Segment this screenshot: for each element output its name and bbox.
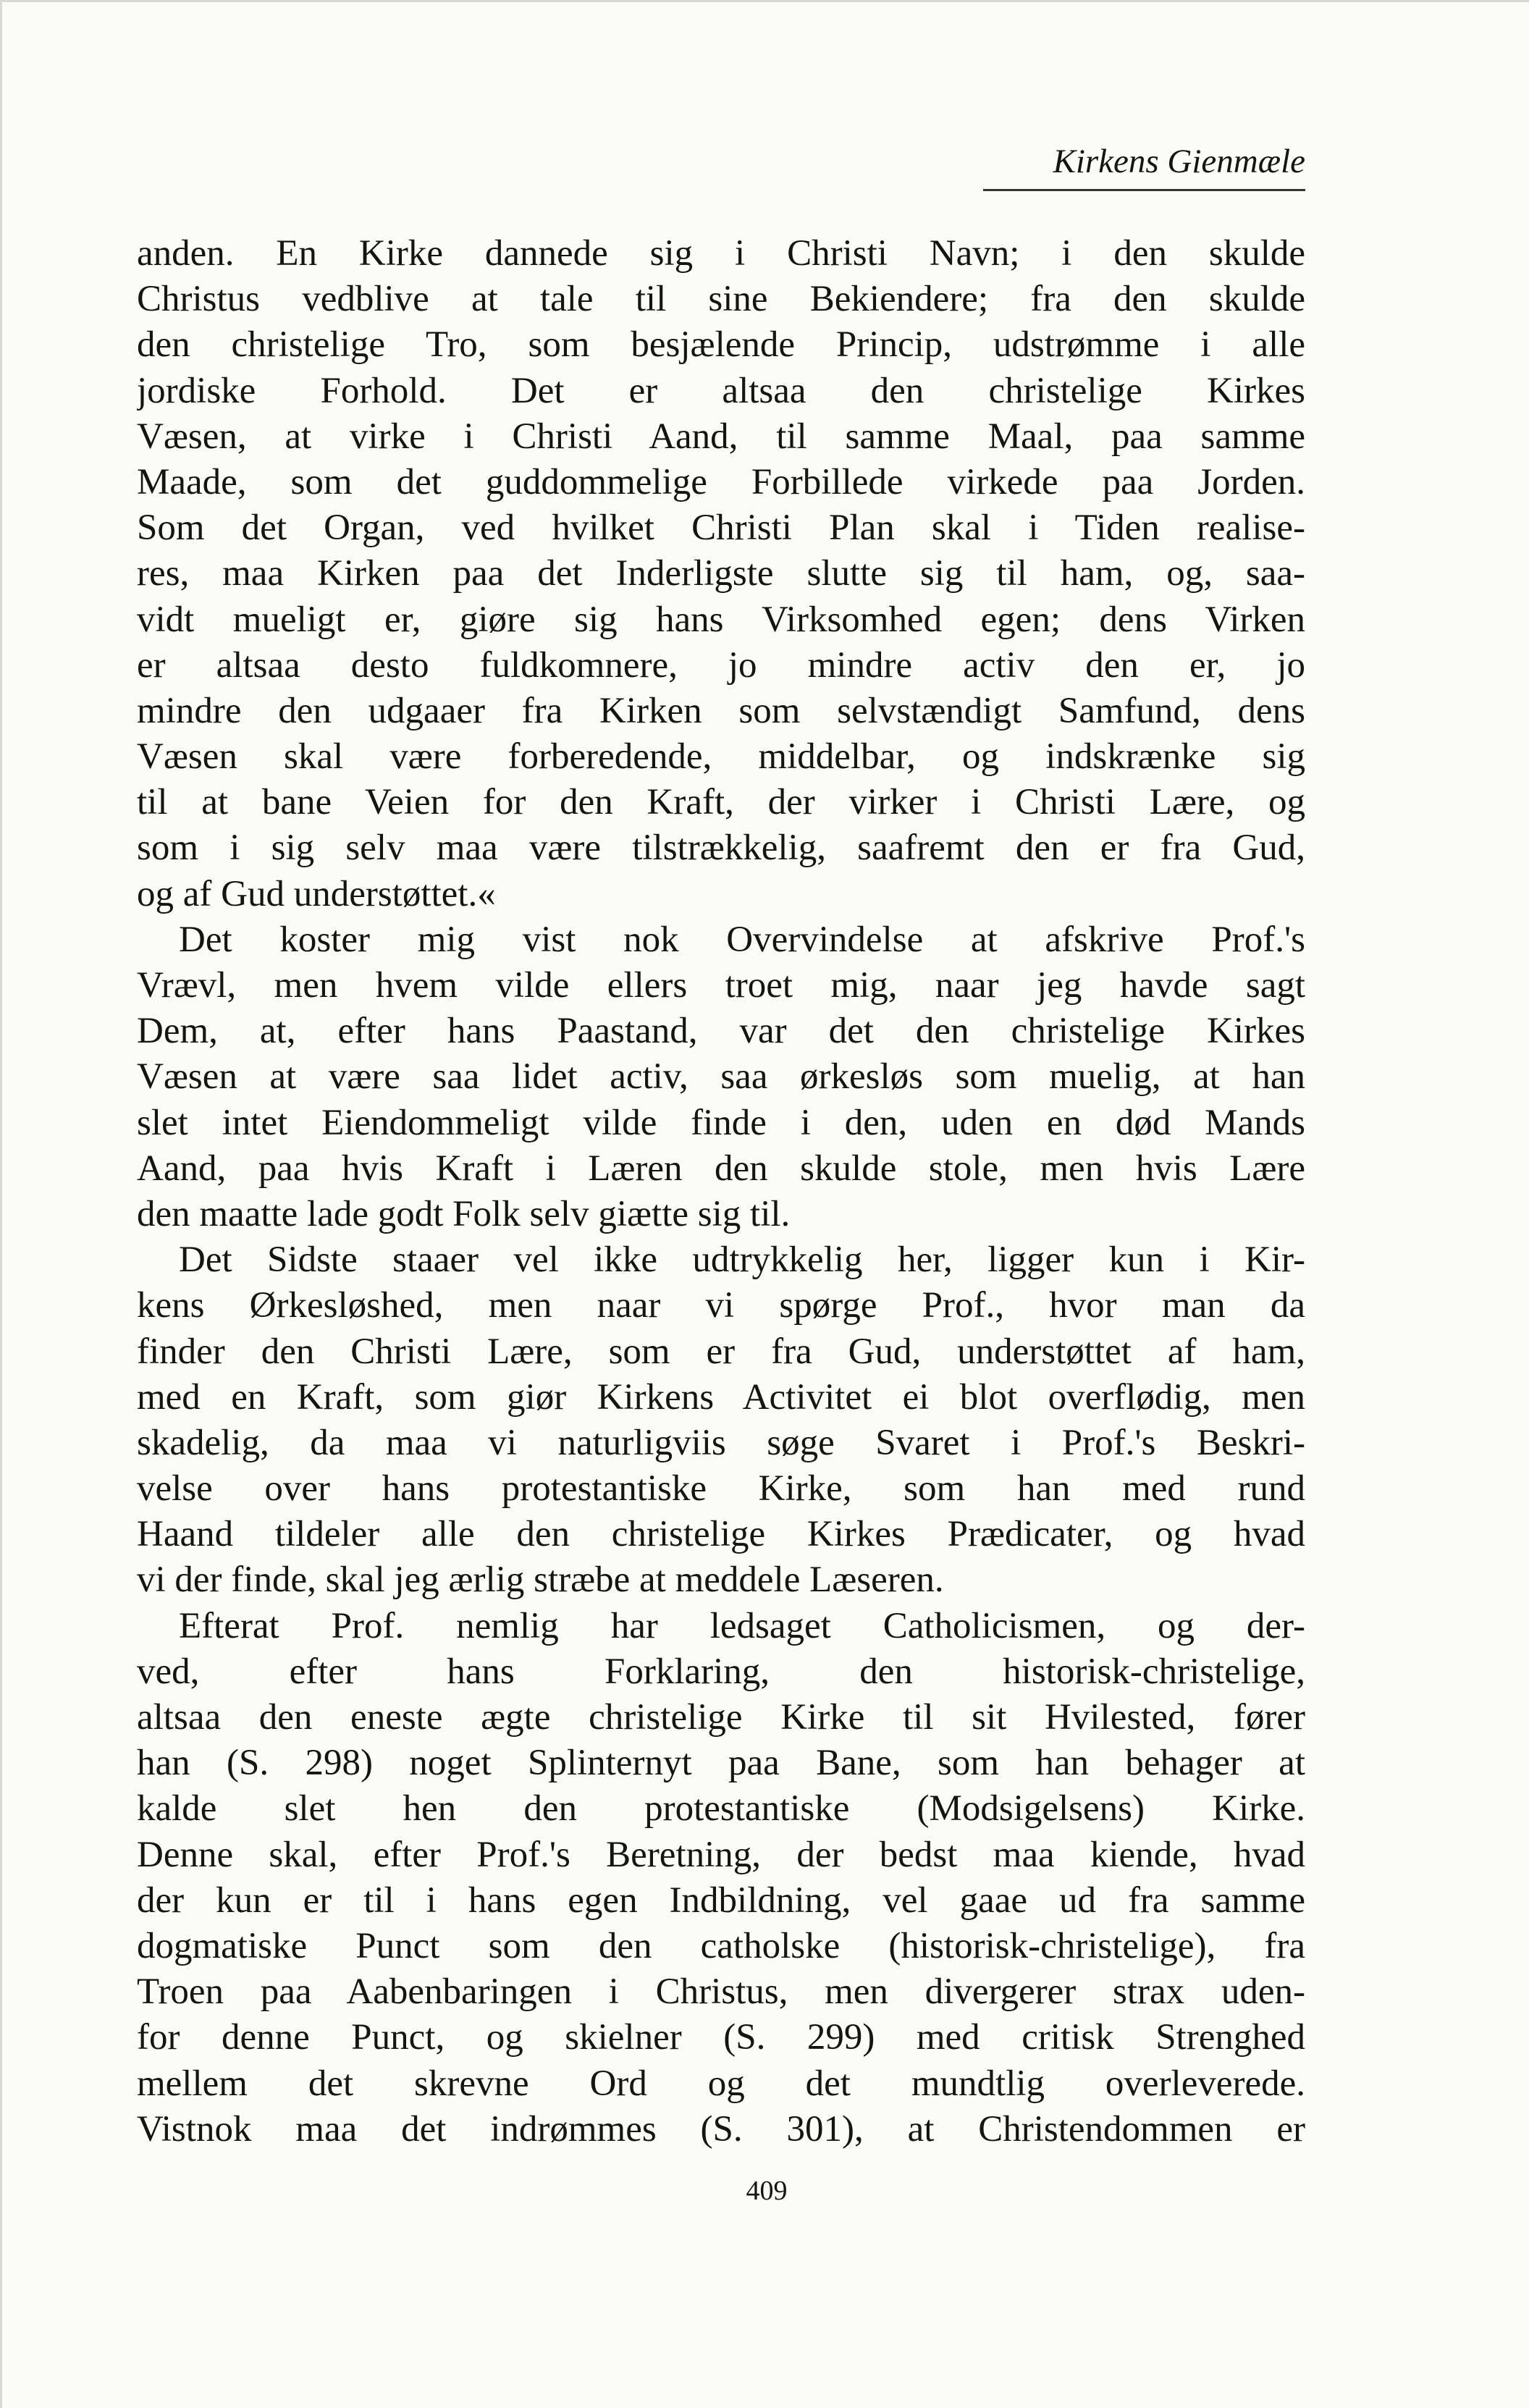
text-line: Det Sidste staaer vel ikke udtrykkelig her, ligger kun i Kir- [179,1239,1305,1281]
text-line: finder den Christi Lære, som er fra Gud, understøttet af ham, [137,1331,1305,1372]
text-line: slet intet Eiendommeligt vilde finde i den, uden en død Mands [137,1102,1305,1143]
text-line: Som det Organ, ved hvilket Christi Plan skal i Tiden realise- [137,508,1305,549]
text-line: kalde slet hen den protestantiske (Modsigelsens) Kirke. [137,1788,1305,1830]
text-line: Aand, paa hvis Kraft i Læren den skulde stole, men hvis Lære [137,1148,1305,1189]
text-line: velse over hans protestantiske Kirke, som han med rund [137,1468,1305,1510]
text-line: Væsen, at virke i Christi Aand, til samme Maal, paa samme [137,416,1305,457]
text-line: res, maa Kirken paa det Inderligste slutte sig til ham, og, saa- [137,553,1305,594]
running-head: Kirkens Gienmæle [983,140,1305,191]
text-line: dogmatiske Punct som den catholske (historisk-christelige), fra [137,1925,1305,1966]
text-line: anden. En Kirke dannede sig i Christi Navn; i den skulde [137,233,1305,274]
text-line: for denne Punct, og skielner (S. 299) med critisk Strenghed [137,2017,1305,2058]
text-line: Væsen skal være forberedende, middelbar, og indskrænke sig [137,736,1305,778]
text-line: Denne skal, efter Prof.'s Beretning, der bedst maa kiende, hvad [137,1834,1305,1875]
text-line: som i sig selv maa være tilstrækkelig, saafremt den er fra Gud, [137,828,1305,869]
text-line: den maatte lade godt Folk selv giætte sig til. [137,1193,791,1234]
text-line: kens Ørkesløshed, men naar vi spørge Prof., hvor man da [137,1285,1305,1326]
text-line: er altsaa desto fuldkomnere, jo mindre activ den er, jo [137,644,1305,686]
text-line: Vistnok maa det indrømmes (S. 301), at Christendommen er [137,2108,1305,2150]
text-line: til at bane Veien for den Kraft, der virker i Christi Lære, og [137,782,1305,823]
text-line: Det koster mig vist nok Overvindelse at afskrive Prof.'s [179,919,1305,960]
text-line: og af Gud understøttet.« [137,873,496,914]
text-line: mindre den udgaaer fra Kirken som selvstændigt Samfund, dens [137,690,1305,731]
text-line: skadelig, da maa vi naturligviis søge Svaret i Prof.'s Beskri- [137,1422,1305,1463]
body-text [137,231,1305,2152]
text-line: Haand tildeler alle den christelige Kirkes Prædicater, og hvad [137,1514,1305,1555]
text-line: der kun er til i hans egen Indbildning, vel gaae ud fra samme [137,1879,1305,1921]
page-number: 409 [746,2176,788,2206]
text-line: mellem det skrevne Ord og det mundtlig overleverede. [137,2063,1305,2104]
text-line: Væsen at være saa lidet activ, saa ørkesløs som muelig, at han [137,1056,1305,1098]
text-line: ved, efter hans Forklaring, den historisk-christelige, [137,1651,1305,1692]
text-line: altsaa den eneste ægte christelige Kirke til sit Hvilested, fører [137,1697,1305,1738]
text-line: Maade, som det guddommelige Forbillede virkede paa Jorden. [137,461,1305,502]
text-line: han (S. 298) noget Splinternyt paa Bane, som han behager at [137,1743,1305,1784]
text-line: Christus vedblive at tale til sine Bekiendere; fra den skulde [137,279,1305,320]
text-line: med en Kraft, som giør Kirkens Activitet ei blot overflødig, men [137,1376,1305,1418]
text-line: jordiske Forhold. Det er altsaa den christelige Kirkes [137,370,1305,411]
text-line: Efterat Prof. nemlig har ledsaget Catholicismen, og der- [179,1605,1305,1646]
text-line: vidt mueligt er, giøre sig hans Virksomhed egen; dens Virken [137,599,1305,640]
text-line: den christelige Tro, som besjælende Princip, udstrømme i alle [137,324,1305,366]
text-line: Troen paa Aabenbaringen i Christus, men divergerer strax uden- [137,1971,1305,2013]
text-line: Dem, at, efter hans Paastand, var det den christelige Kirkes [137,1011,1305,1052]
text-line: vi der finde, skal jeg ærlig stræbe at meddele Læseren. [137,1559,944,1601]
text-line: Vrævl, men hvem vilde ellers troet mig, naar jeg havde sagt [137,965,1305,1006]
